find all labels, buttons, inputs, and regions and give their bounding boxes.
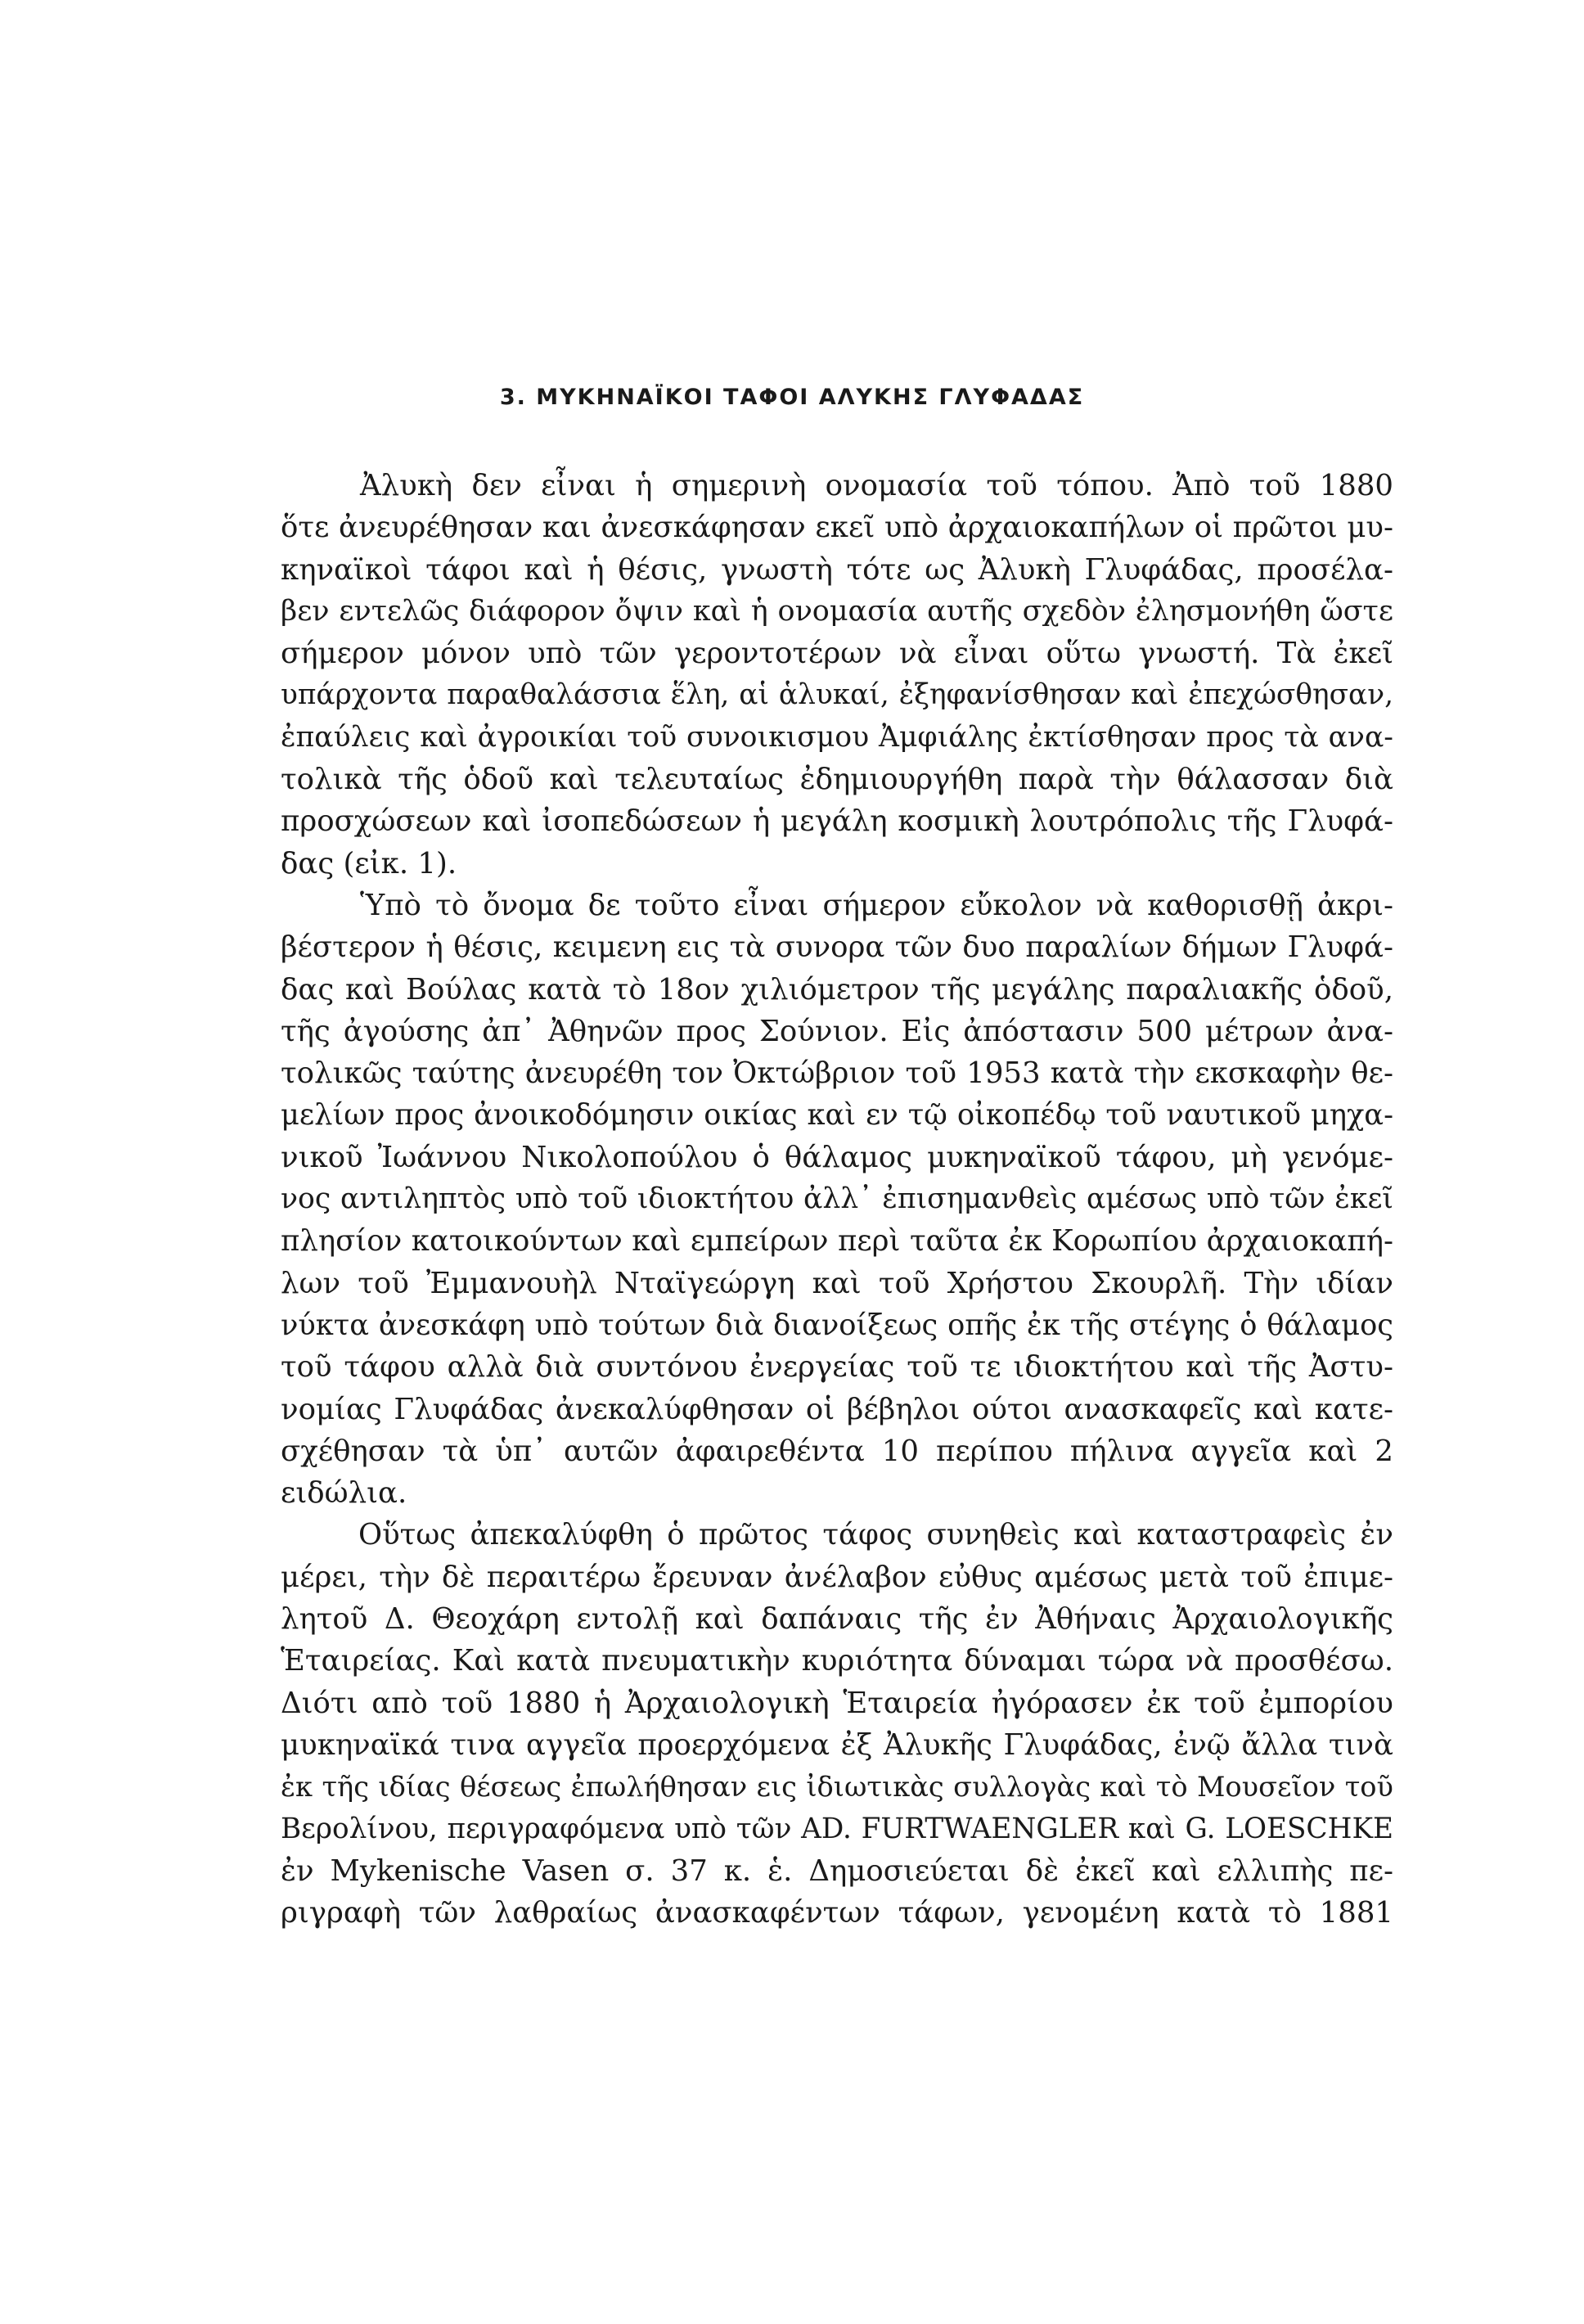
text-line: βεν εντελῶς διάφορον ὄψιν καὶ ἡ ονομασία αυτῆς σχεδὸν ἐλησμονήθη ὥστε [281,594,1393,628]
text-line: Ἀλυκὴ δεν εἶναι ἡ σημερινὴ ονομασία τοῦ τόπου. Ἀπὸ τοῦ 1880 [360,469,1393,502]
text-line: Οὕτως ἀπεκαλύφθη ὁ πρῶτος τάφος συνηθεὶς καὶ καταστραφεὶς ἐν [358,1518,1393,1552]
text-line: ἐπαύλεις καὶ ἀγροικίαι τοῦ συνοικισμου Ἀμφιάλης ἐκτίσθησαν προς τὰ ανα- [281,720,1393,754]
text-line: υπάρχοντα παραθαλάσσια ἕλη, αἱ ἁλυκαί, ἐξηφανίσθησαν καὶ ἐπεχώσθησαν, [281,678,1393,712]
text-line: τολικὰ τῆς ὁδοῦ καὶ τελευταίως ἐδημιουργήθη παρὰ τὴν θάλασσαν διὰ [281,763,1393,797]
text-line: Διότι απὸ τοῦ 1880 ἡ Ἀρχαιολογικὴ Ἑταιρεία ἠγόρασεν ἐκ τοῦ ἐμπορίου [281,1686,1393,1720]
text-line: νικοῦ Ἰωάννου Νικολοπούλου ὁ θάλαμος μυκηναϊκοῦ τάφου, μὴ γενόμε- [281,1140,1393,1174]
text-line: λητοῦ Δ. Θεοχάρη εντολῇ καὶ δαπάναις τῆς ἐν Ἀθήναις Ἀρχαιολογικῆς [281,1602,1393,1637]
text-line: ειδώλια. [281,1476,407,1511]
text-line: προσχώσεων καὶ ἰσοπεδώσεων ἡ μεγάλη κοσμικὴ λουτρόπολις τῆς Γλυφά- [281,804,1393,839]
text-line: ριγραφὴ τῶν λαθραίως ἀνασκαφέντων τάφων, γενομένη κατὰ τὸ 1881 [281,1896,1393,1930]
text-line: Ἑταιρείας. Καὶ κατὰ πνευματικὴν κυριότητα δύναμαι τώρα νὰ προσθέσω. [281,1644,1393,1678]
section-heading: 3. ΜΥΚΗΝΑΪΚΟΙ ΤΑΦΟΙ ΑΛΥΚΗΣ ΓΛΥΦΑΔΑΣ [499,385,1085,410]
text-line: τῆς ἀγούσης ἀπ᾿ Ἀθηνῶν προς Σούνιον. Εἰς ἀπόστασιν 500 μέτρων ἀνα- [281,1014,1393,1048]
text-line: μέρει, τὴν δὲ περαιτέρω ἔρευναν ἀνέλαβον εὐθυς αμέσως μετὰ τοῦ ἐπιμε- [281,1560,1393,1594]
text-line: δας (εἰκ. 1). [281,846,457,881]
text-line: μελίων προς ἀνοικοδόμησιν οικίας καὶ εν τῷ οἰκοπέδῳ τοῦ ναυτικοῦ μηχα- [281,1098,1393,1133]
text-line: λων τοῦ Ἐμμανουὴλ Νταϊγεώργη καὶ τοῦ Χρήστου Σκουρλῆ. Τὴν ιδίαν [281,1266,1393,1300]
text-line: ὅτε ἀνευρέθησαν και ἀνεσκάφησαν εκεῖ υπὸ ἀρχαιοκαπήλων οἱ πρῶτοι μυ- [281,511,1393,545]
text-line: νομίας Γλυφάδας ἀνεκαλύφθησαν οἱ βέβηλοι ούτοι ανασκαφεῖς καὶ κατε- [281,1392,1393,1426]
text-line: δας καὶ Βούλας κατὰ τὸ 18ον χιλιόμετρον τῆς μεγάλης παραλιακῆς ὁδοῦ, [281,972,1393,1007]
text-line: μυκηναϊκά τινα αγγεῖα προερχόμενα ἐξ Ἀλυκῆς Γλυφάδας, ἐνῷ ἄλλα τινὰ [281,1727,1393,1762]
text-line: βέστερον ἡ θέσις, κειμενη εις τὰ συνορα τῶν δυο παραλίων δήμων Γλυφά- [281,930,1393,965]
text-line: πλησίον κατοικούντων καὶ εμπείρων περὶ ταῦτα ἐκ Κορωπίου ἀρχαιοκαπή- [281,1224,1393,1259]
text-line: ἐκ τῆς ιδίας θέσεως ἐπωλήθησαν εις ἰδιωτικὰς συλλογὰς καὶ τὸ Μουσεῖον τοῦ [281,1771,1393,1804]
text-line: νος αντιληπτὸς υπὸ τοῦ ιδιοκτήτου ἀλλ᾿ ἐπισημανθεὶς αμέσως υπὸ τῶν ἐκεῖ [281,1182,1393,1216]
text-line: Ὑπὸ τὸ ὄνομα δε τοῦτο εἶναι σήμερον εὔκολον νὰ καθορισθῇ ἀκρι- [360,888,1393,922]
text-line: τολικῶς ταύτης ἀνευρέθη τον Ὀκτώβριον τοῦ 1953 κατὰ τὴν εκσκαφὴν θε- [281,1056,1393,1091]
body-text [281,465,1393,1934]
text-line: Βερολίνου, περιγραφόμενα υπὸ τῶν AD. FURTWAENGLER καὶ G. LOESCHKE [281,1812,1393,1845]
text-line: σήμερον μόνον υπὸ τῶν γεροντοτέρων νὰ εἶναι οὕτω γνωστή. Τὰ ἐκεῖ [281,637,1393,671]
text-line: τοῦ τάφου αλλὰ διὰ συντόνου ἐνεργείας τοῦ τε ιδιοκτήτου καὶ τῆς Ἀστυ- [281,1350,1393,1385]
text-line: σχέθησαν τὰ ὑπ᾿ αυτῶν ἀφαιρεθέντα 10 περίπου πήλινα αγγεῖα καὶ 2 [281,1434,1393,1468]
text-line: ἐν Mykenische Vasen σ. 37 κ. ἑ. Δημοσιεύεται δὲ ἐκεῖ καὶ ελλιπὴς πε- [281,1853,1393,1888]
text-line: κηναϊκοὶ τάφοι καὶ ἡ θέσις, γνωστὴ τότε ως Ἀλυκὴ Γλυφάδας, προσέλα- [281,552,1393,587]
text-line: νύκτα ἀνεσκάφη υπὸ τούτων διὰ διανοίξεως οπῆς ἐκ τῆς στέγης ὁ θάλαμος [281,1308,1393,1342]
